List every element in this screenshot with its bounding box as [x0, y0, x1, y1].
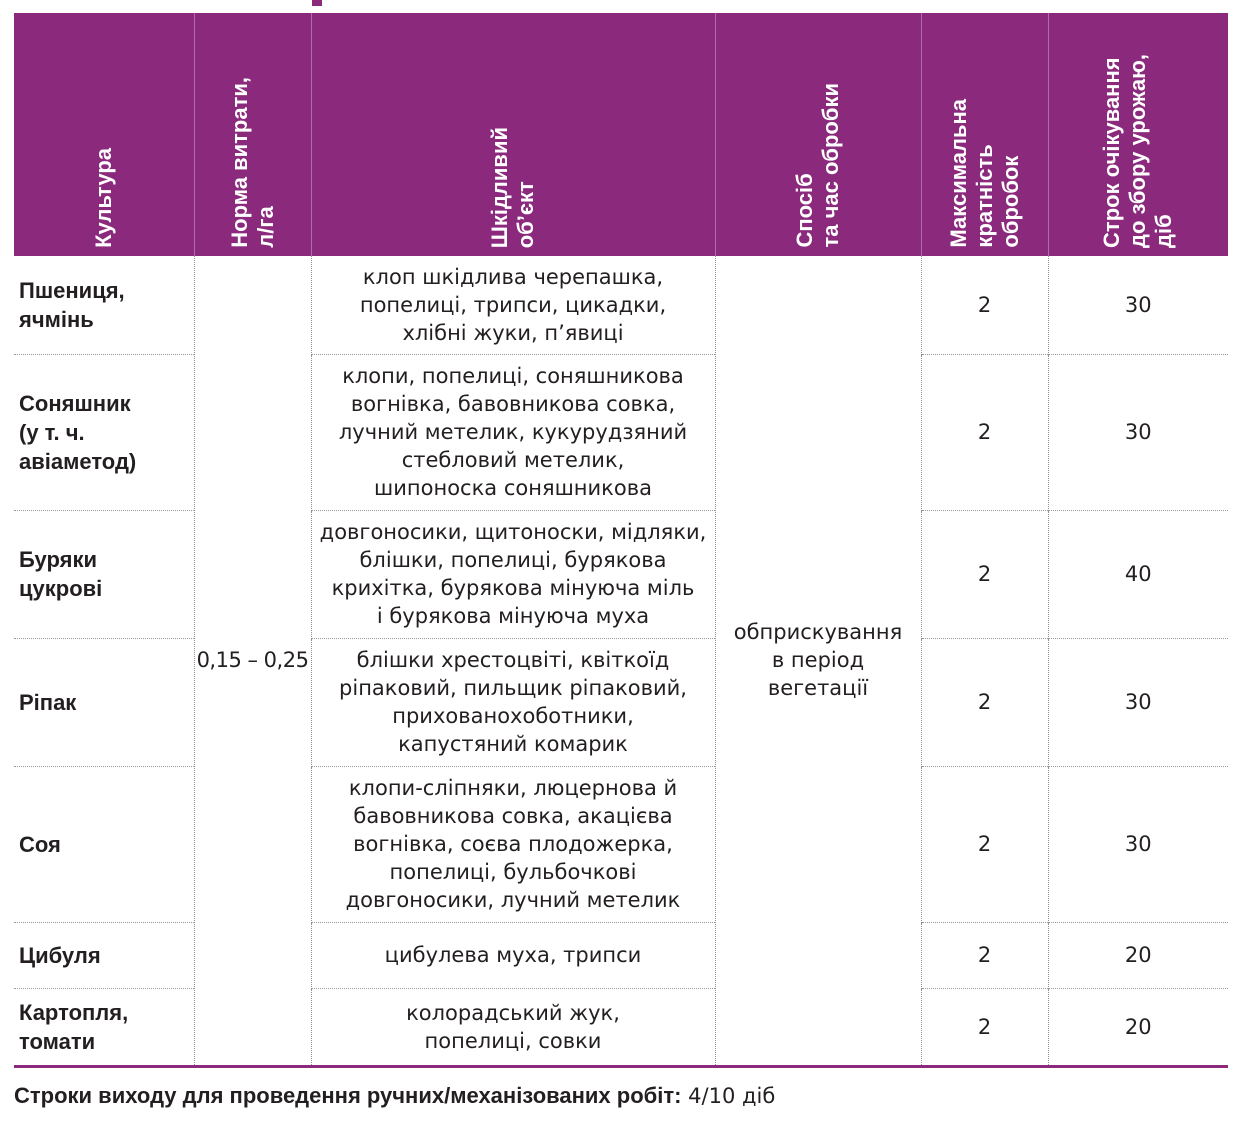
- pest-cell: [311, 922, 715, 988]
- crop-cell: [14, 922, 194, 988]
- max-treatments-cell: 2: [921, 922, 1048, 988]
- crop-cell: [14, 766, 194, 922]
- header-wait-line-1: Строк очікування: [1099, 57, 1125, 248]
- crop-line: Ріпак: [19, 689, 77, 715]
- waiting-period-cell: 30: [1048, 766, 1228, 922]
- header-method: [715, 13, 921, 256]
- rate-value: 0,15 – 0,25: [196, 648, 309, 673]
- waiting-period-cell: 30: [1048, 354, 1228, 510]
- method-line: обприскування: [733, 620, 903, 645]
- crop-cell: [14, 256, 194, 354]
- pest-line: цибулева муха, трипси: [384, 943, 642, 967]
- max-treatments-cell: 2: [921, 988, 1048, 1066]
- crop-line: Соняшник: [19, 390, 131, 416]
- header-rate: [194, 13, 311, 256]
- table-row: [14, 256, 1228, 354]
- pest-line: колорадський жук,: [406, 1000, 620, 1025]
- crop-line: Картопля,: [19, 999, 129, 1025]
- pest-line: бавовникова совка, акацієва: [353, 804, 673, 828]
- crop-line: цукрові: [19, 576, 103, 601]
- crop-line: Цибуля: [19, 942, 101, 968]
- header-wait-line-2: до збору урожаю,: [1125, 54, 1151, 248]
- footer-label: Строки виходу для проведення ручних/механізованих робіт:: [14, 1083, 682, 1108]
- header-method-line-1: Спосіб: [792, 173, 817, 248]
- crop-cell: [14, 988, 194, 1066]
- pest-line: довгоносики, щитоноски, мідляки,: [319, 520, 707, 544]
- header-max-line-1: Максимальна: [945, 99, 971, 248]
- rate-cell: [194, 256, 311, 1066]
- pest-cell: [311, 638, 715, 766]
- pest-line: клопи-сліпняки, люцернова й: [348, 776, 678, 800]
- max-treatments-cell: 2: [921, 638, 1048, 766]
- pest-line: довгоносики, лучний метелик: [345, 888, 681, 912]
- pest-cell: [311, 354, 715, 510]
- pest-line: вогнівка, бавовникова совка,: [350, 392, 676, 416]
- header-max-line-2: кратність: [971, 144, 997, 248]
- table-header: [14, 13, 1228, 256]
- pest-line: лучний метелик, кукурудзяний: [338, 420, 688, 444]
- pest-cell: [311, 988, 715, 1066]
- crop-line: Буряки: [19, 547, 97, 572]
- pest-cell: [311, 766, 715, 922]
- pest-line: прихованохоботники,: [392, 704, 634, 728]
- footer-note: [14, 1082, 775, 1110]
- pest-line: хлібні жуки, п’явиці: [402, 320, 624, 345]
- header-rate-line-1: Норма витрати,: [226, 77, 252, 248]
- pest-line: попелиці, бульбочкові: [389, 860, 637, 884]
- pest-line: попелиці, трипси, цикадки,: [359, 292, 667, 317]
- header-waiting-period: [1048, 13, 1228, 256]
- header-crop-text: Культура: [90, 148, 116, 248]
- max-treatments-cell: 2: [921, 354, 1048, 510]
- pest-line: крихітка, бурякова мінуюча міль: [331, 576, 695, 600]
- pest-line: стебловий метелик,: [401, 448, 625, 472]
- crop-cell: [14, 354, 194, 510]
- waiting-period-cell: 30: [1048, 256, 1228, 354]
- footer-value: 4/10 діб: [688, 1084, 776, 1108]
- pest-line: клопи, попелиці, соняшникова: [342, 364, 684, 388]
- header-wait-line-3: діб: [1151, 214, 1177, 248]
- crop-line: томати: [19, 1028, 96, 1054]
- method-line: в період: [771, 648, 865, 673]
- max-treatments-cell: 2: [921, 766, 1048, 922]
- pest-line: капустяний комарик: [398, 732, 628, 756]
- pest-line: клоп шкідлива черепашка,: [362, 264, 664, 289]
- pest-line: ріпаковий, пильщик ріпаковий,: [339, 676, 687, 700]
- pest-line: блішки хрестоцвіті, квіткоїд: [356, 648, 670, 672]
- header-pest: [311, 13, 715, 256]
- crop-line: Пшениця,: [19, 277, 125, 303]
- pest-line: вогнівка, соєва плодожерка,: [353, 832, 673, 856]
- table-body: [14, 256, 1228, 1066]
- waiting-period-cell: 40: [1048, 510, 1228, 638]
- top-accent-mark: [312, 0, 322, 6]
- header-pest-line-1: Шкідливий: [487, 126, 512, 248]
- header-max-treatments: [921, 13, 1048, 256]
- waiting-period-cell: 30: [1048, 638, 1228, 766]
- method-line: вегетації: [767, 676, 869, 701]
- crop-line: (у т. ч.: [19, 419, 85, 445]
- waiting-period-cell: 20: [1048, 922, 1228, 988]
- header-method-line-2: та час обробки: [818, 83, 843, 248]
- application-table: [14, 13, 1228, 1068]
- header-max-line-3: обробок: [997, 156, 1023, 248]
- crop-line: авіаметод): [19, 448, 137, 474]
- pest-line: блішки, попелиці, бурякова: [359, 548, 667, 572]
- max-treatments-cell: 2: [921, 256, 1048, 354]
- waiting-period-cell: 20: [1048, 988, 1228, 1066]
- pest-cell: [311, 256, 715, 354]
- pest-line: і бурякова мінуюча муха: [376, 604, 650, 628]
- crop-cell: [14, 638, 194, 766]
- pest-line: шипоноска соняшникова: [374, 476, 652, 500]
- method-cell: [715, 256, 921, 1066]
- max-treatments-cell: 2: [921, 510, 1048, 638]
- pest-cell: [311, 510, 715, 638]
- crop-line: Соя: [19, 831, 61, 857]
- crop-cell: [14, 510, 194, 638]
- header-pest-line-2: об’єкт: [513, 180, 538, 248]
- header-crop: [14, 13, 194, 256]
- pest-line: попелиці, совки: [424, 1028, 602, 1053]
- crop-line: ячмінь: [19, 306, 94, 332]
- header-rate-line-2: л/га: [252, 206, 278, 248]
